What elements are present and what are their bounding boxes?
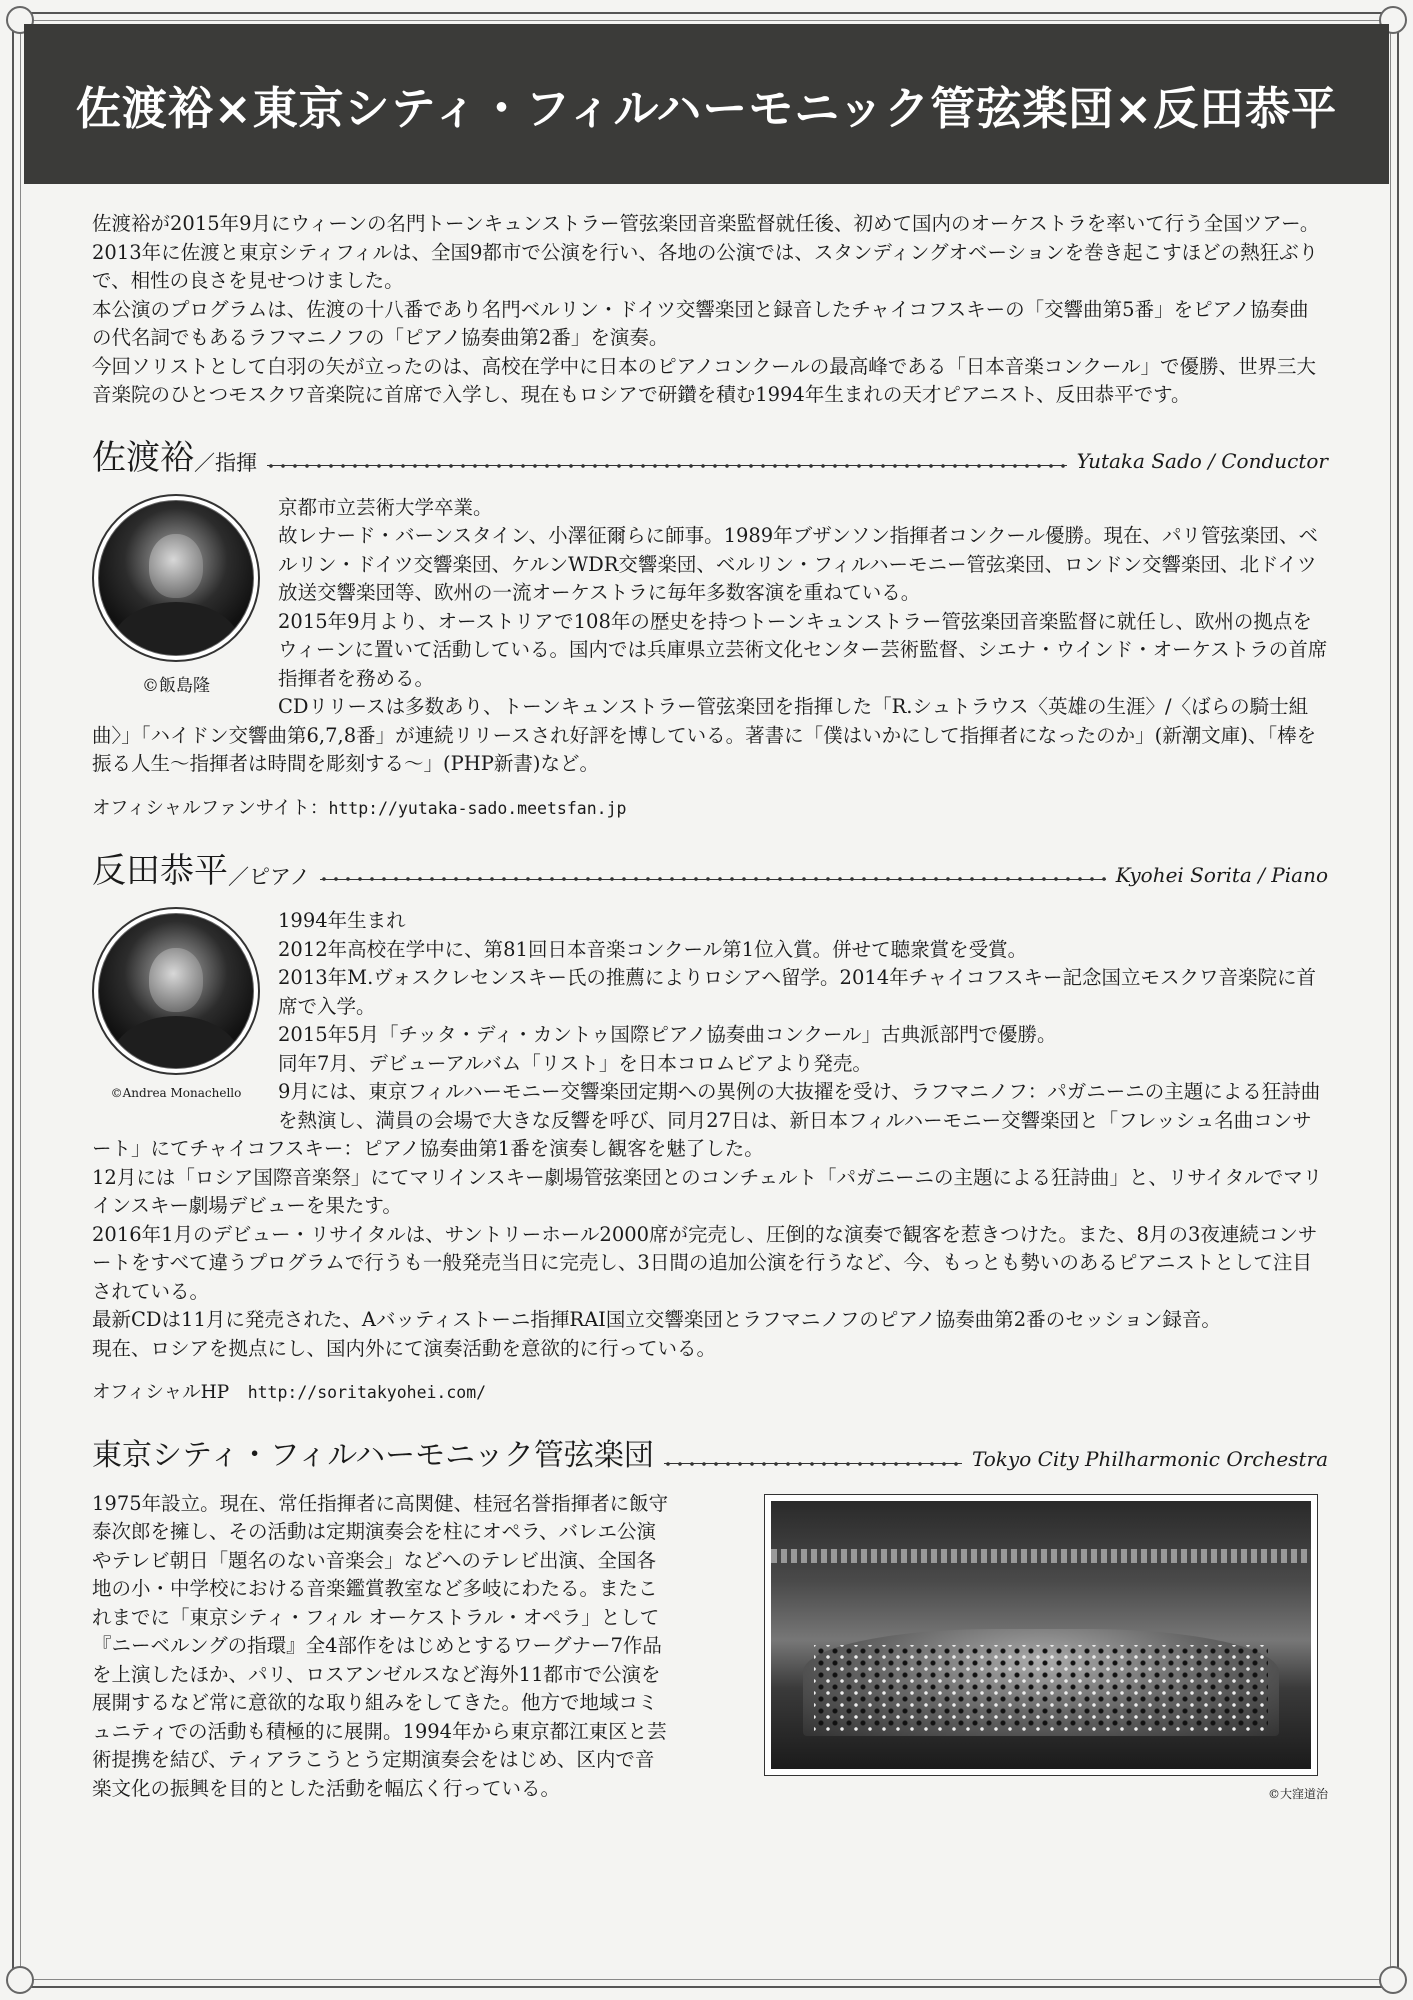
link-label: オフィシャルHP <box>92 1382 248 1403</box>
main-content <box>92 210 1328 1803</box>
intro-text <box>92 210 1328 410</box>
section-name: 東京シティ・フィルハーモニック管弦楽団 <box>92 1437 654 1473</box>
corner-ornament <box>1379 1966 1407 1994</box>
intro-paragraph: 今回ソリストとして白羽の矢が立ったのは、高校在学中に日本のピアノコンクールの最高峰である「日本音楽コンクール」で優勝、世界三大音楽院のひとつモスクワ音楽院に首席で入学し、現在もロシアで研鑽を積む1994年生まれの天才ピアニスト、反田恭平です。 <box>92 354 1317 406</box>
bio-line: 12月には「ロシア国際音楽祭」にてマリインスキー劇場管弦楽団とのコンチェルト「パガニーニの主題による狂詩曲」と、リサイタルでマリインスキー劇場デビューを果たす。 <box>92 1165 1323 1217</box>
section-heading-sorita <box>92 845 1328 891</box>
portrait-frame <box>92 494 260 662</box>
portrait-sado <box>88 494 264 701</box>
orchestra-text <box>92 1490 670 1804</box>
bio-line: 現在、ロシアを拠点にし、国内外にて演奏活動を意欲的に行っている。 <box>92 1336 717 1360</box>
photo-credit: ©大窪道治 <box>1267 1786 1328 1801</box>
bio-orchestra <box>92 1490 1328 1804</box>
link-url[interactable]: http://yutaka-sado.meetsfan.jp <box>328 798 627 818</box>
bio-line: 2016年1月のデビュー・リサイタルは、サントリーホール2000席が完売し、圧倒的な演奏で観客を惹きつけた。また、8月の3夜連続コンサートをすべて違うプログラムで行うも一般発売当日に完売し、3日間の追加公演を行うなど、今、もっとも勢いのあるピアニストとして注目されている。 <box>92 1222 1318 1303</box>
wave-divider <box>664 1460 962 1468</box>
section-heading-orchestra <box>92 1430 1328 1476</box>
bio-line: 京都市立芸術大学卒業。 <box>278 495 493 519</box>
section-heading-sado <box>92 432 1328 478</box>
bio-line: 最新CDは11月に発売された、Aバッティストーニ指揮RAI国立交響楽団とラフマニノフのピアノ協奏曲第2番のセッション録音。 <box>92 1308 1221 1331</box>
orchestra-photo <box>764 1494 1318 1776</box>
photo-credit: ©Andrea Monachello <box>110 1086 242 1100</box>
bio-line: 同年7月、デビューアルバム「リスト」を日本コロムビアより発売。 <box>278 1051 872 1075</box>
wave-divider <box>320 875 1105 883</box>
official-link-sorita <box>92 1379 1328 1408</box>
page-title: 佐渡裕×東京シティ・フィルハーモニック管弦楽団×反田恭平 <box>75 81 1338 135</box>
intro-paragraph: 佐渡裕が2015年9月にウィーンの名門トーンキュンストラー管弦楽団音楽監督就任後、初めて国内のオーケストラを率いて行う全国ツアー。2013年に佐渡と東京シティフィルは、全国9都市で公演を行い、各地の公演では、スタンディングオベーションを巻き起こすほどの熱狂ぶりで、相性の良さを見せつけました。 <box>92 212 1320 292</box>
section-name-en: Yutaka Sado / Conductor <box>1076 449 1328 473</box>
bio-sado <box>92 494 1328 824</box>
bio-line: CDリリースは多数あり、トーンキュンストラー管弦楽団を指揮した「R.シュトラウス〈英雄の生涯〉/〈ばらの騎士組曲〉」「ハイドン交響曲第6,7,8番」が連続リリースされ好評を博している。著書に「僕はいかにして指揮者になったのか」(新潮文庫)、「棒を振る人生～指揮者は時間を彫刻する～」(PHP新書)など。 <box>92 695 1317 775</box>
bio-line: 2015年9月より、オーストリアで108年の歴史を持つトーンキュンストラー管弦楽団音楽監督に就任し、欧州の拠点をウィーンに置いて活動している。国内では兵庫県立芸術文化センター芸術監督、シエナ・ウインド・オーケストラの首席指揮者を務める。 <box>278 609 1328 690</box>
orchestra-image <box>771 1501 1311 1769</box>
wave-divider <box>267 462 1067 470</box>
portrait-sorita <box>88 907 264 1108</box>
section-name: 反田恭平 <box>92 851 228 891</box>
link-url[interactable]: http://soritakyohei.com/ <box>247 1383 487 1402</box>
bio-line: 9月には、東京フィルハーモニー交響楽団定期への異例の大抜擢を受け、ラフマニノフ：パガニーニの主題による狂詩曲を熱演し、満員の会場で大きな反響を呼び、同月27日は、新日本フィルハーモニー交響楽団と「フレッシュ名曲コンサート」にてチャイコフスキー：ピアノ協奏曲第1番を演奏し観客を魅了した。 <box>92 1080 1321 1160</box>
official-link-sado <box>92 795 1328 824</box>
section-role: ／指揮 <box>194 451 257 475</box>
bio-line: 2012年高校在学中に、第81回日本音楽コンクール第1位入賞。併せて聴衆賞を受賞。 <box>278 937 1028 961</box>
photo-credit: ©飯島隆 <box>142 675 210 696</box>
header-banner <box>24 24 1389 184</box>
section-role: ／ピアノ <box>228 864 311 889</box>
intro-paragraph: 本公演のプログラムは、佐渡の十八番であり名門ベルリン・ドイツ交響楽団と録音したチャイコフスキーの「交響曲第5番」をピアノ協奏曲の代名詞でもあるラフマニノフの「ピアノ協奏曲第2番」を演奏。 <box>92 297 1309 349</box>
corner-ornament <box>6 1966 34 1994</box>
portrait-image <box>98 500 254 656</box>
portrait-image <box>98 913 254 1069</box>
section-name: 佐渡裕 <box>92 437 194 478</box>
bio-sorita <box>92 907 1328 1408</box>
section-name-en: Kyohei Sorita / Piano <box>1115 862 1328 887</box>
bio-line: 1994年生まれ <box>278 909 406 932</box>
bio-line: 2015年5月「チッタ・ディ・カントゥ国際ピアノ協奏曲コンクール」古典派部門で優勝。 <box>278 1023 1057 1046</box>
section-name-en: Tokyo City Philharmonic Orchestra <box>971 1447 1328 1471</box>
link-label: オフィシャルファンサイト： <box>92 797 329 819</box>
bio-line: 2013年M.ヴォスクレセンスキー氏の推薦によりロシアへ留学。2014年チャイコフスキー記念国立モスクワ音楽院に首席で入学。 <box>278 966 1317 1018</box>
bio-line: 故レナード・バーンスタイン、小澤征爾らに師事。1989年ブザンソン指揮者コンクール優勝。現在、パリ管弦楽団、ベルリン・ドイツ交響楽団、ケルンWDR交響楽団、ベルリン・フィルハーモニー管弦楽団、ロンドン交響楽団、北ドイツ放送交響楽団等、欧州の一流オーケストラに毎年多数客演を重ねている。 <box>278 524 1319 604</box>
bio-line: 1975年設立。現在、常任指揮者に高関健、桂冠名誉指揮者に飯守泰次郎を擁し、その活動は定期演奏会を柱にオペラ、バレエ公演やテレビ朝日「題名のない音楽会」などへのテレビ出演、全国各地の小・中学校における音楽鑑賞教室など多岐にわたる。またこれまでに「東京シティ・フィル オーケストラル・オペラ」として『ニーベルングの指環』全4部作をはじめとするワーグナー7作品を上演したほか、パリ、ロスアンゼルスなど海外11都市で公演を展開するなど常に意欲的な取り組みをしてきた。他方で地域コミュニティでの活動も積極的に展開。1994年から東京都江東区と芸術提携を結び、ティアラこうとう定期演奏会をはじめ、区内で音楽文化の振興を目的とした活動を幅広く行っている。 <box>92 1491 669 1800</box>
portrait-frame <box>92 907 260 1075</box>
